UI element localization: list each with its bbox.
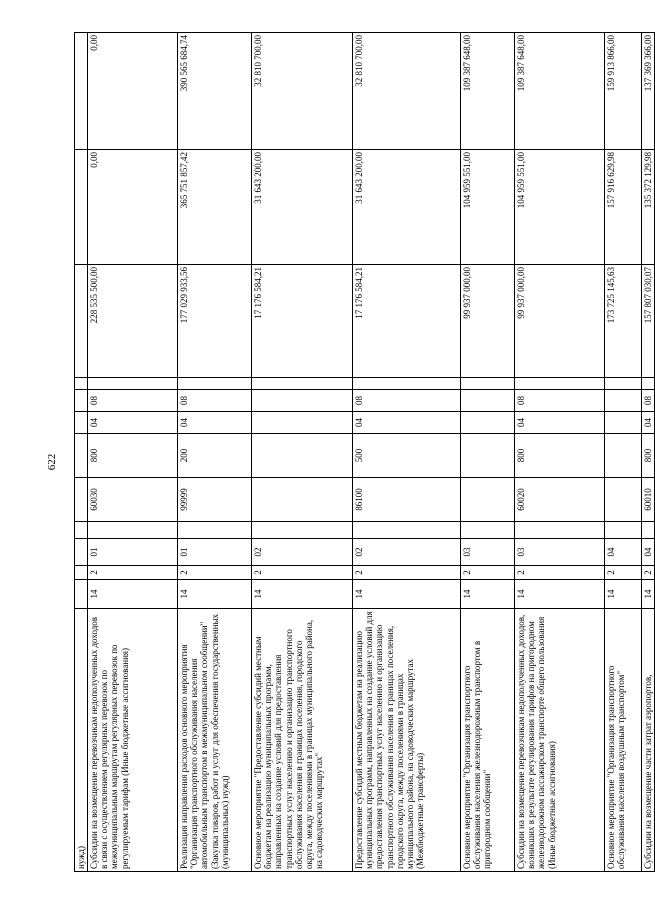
row-description: нужд) [75, 609, 88, 872]
code-pr: 04 [605, 539, 642, 566]
amount-year-2: 135 372 129,98 [642, 150, 655, 265]
code-extra [642, 378, 655, 390]
amount-year-1: 228 535 500,00 [88, 265, 178, 378]
code-section: 04 [515, 412, 605, 434]
code-csr-program [75, 522, 88, 539]
code-subsection: 08 [642, 390, 655, 412]
code-subsection [605, 390, 642, 412]
code-csr-direction: 60010 [642, 478, 655, 522]
budget-table-frame [74, 33, 654, 872]
code-pr [75, 539, 88, 566]
amount-year-3: 159 913 866,00 [605, 33, 642, 150]
code-csr-program [353, 522, 461, 539]
code-subsection [461, 390, 515, 412]
code-section [461, 412, 515, 434]
code-subsection [252, 390, 353, 412]
amount-year-3 [75, 33, 88, 150]
code-rz: 2 [252, 566, 353, 580]
code-rz: 2 [605, 566, 642, 580]
code-section: 04 [178, 412, 252, 434]
code-ved: 14 [178, 580, 252, 609]
code-extra [75, 378, 88, 390]
code-ved: 14 [642, 580, 655, 609]
table-row [605, 33, 642, 872]
row-description: Реализация направления расходов основного мероприятия "Организация транспортного обслуживания населения автомобильным транспортом в межмуниципальном сообщении" (Закупка товаров, работ и услуг для обеспечения государственных (муниципальных) нужд) [178, 609, 252, 872]
code-vr: 500 [353, 434, 461, 478]
row-description: Предоставление субсидий местным бюджетам на реализацию муниципальных программ, направленных на создание условий для предоставления транспортных услуг населению и организацию транспортного обслуживания населения в границах поселения, городского округа, между поселениями в границах муниципального района, на садоводческих маршрутах (Межбюджетные трансферты) [353, 609, 461, 872]
code-vr [252, 434, 353, 478]
amount-year-2: 104 959 551,00 [461, 150, 515, 265]
code-csr-direction [75, 478, 88, 522]
code-ved: 14 [515, 580, 605, 609]
row-description: Субсидии на возмещение перевозчикам недополученных доходов, возникших в результате регулирования тарифов на пригородном железнодорожном пассажирском транспорте общего пользования (Иные бюджетные ассигнования) [515, 609, 605, 872]
code-csr-direction: 60030 [88, 478, 178, 522]
code-ved [75, 580, 88, 609]
amount-year-1: 173 725 145,63 [605, 265, 642, 378]
code-section [75, 412, 88, 434]
code-csr-program [88, 522, 178, 539]
code-section: 04 [88, 412, 178, 434]
table-row [252, 33, 353, 872]
amount-year-3: 0,00 [88, 33, 178, 150]
code-subsection: 08 [515, 390, 605, 412]
code-pr: 03 [461, 539, 515, 566]
code-csr-direction [605, 478, 642, 522]
code-vr [461, 434, 515, 478]
budget-table-body [75, 33, 655, 872]
code-csr-program [642, 522, 655, 539]
amount-year-2: 0,00 [88, 150, 178, 265]
code-ved: 14 [353, 580, 461, 609]
amount-year-2: 31 643 200,00 [252, 150, 353, 265]
amount-year-2 [75, 150, 88, 265]
code-csr-direction [461, 478, 515, 522]
code-section [605, 412, 642, 434]
code-ved: 14 [252, 580, 353, 609]
amount-year-3: 109 387 648,00 [515, 33, 605, 150]
code-extra [353, 378, 461, 390]
code-ved: 14 [461, 580, 515, 609]
code-section: 04 [353, 412, 461, 434]
row-description: Основное мероприятие "Предоставление субсидий местным бюджетам на реализацию муниципальных программ, направленных на создание условий для предоставления транспортных услуг населению и организацию транспортного обслуживания населения в границах поселения, городского округа, между поселениями в границах муниципального района, на садоводческих маршрутах" [252, 609, 353, 872]
code-rz [75, 566, 88, 580]
table-row [88, 33, 178, 872]
amount-year-2: 365 751 857,42 [178, 150, 252, 265]
budget-table [74, 32, 655, 872]
amount-year-3: 32 810 700,00 [353, 33, 461, 150]
table-row [515, 33, 605, 872]
code-rz: 2 [88, 566, 178, 580]
amount-year-2: 31 643 200,00 [353, 150, 461, 265]
amount-year-1: 17 176 584,21 [252, 265, 353, 378]
code-vr [605, 434, 642, 478]
code-subsection: 08 [178, 390, 252, 412]
page-number: 622 [46, 453, 58, 471]
amount-year-2: 157 916 629,98 [605, 150, 642, 265]
code-rz: 2 [515, 566, 605, 580]
code-extra [515, 378, 605, 390]
code-csr-direction: 86100 [353, 478, 461, 522]
code-vr: 800 [515, 434, 605, 478]
code-pr: 01 [88, 539, 178, 566]
code-extra [461, 378, 515, 390]
code-extra [252, 378, 353, 390]
amount-year-1: 99 937 000,00 [461, 265, 515, 378]
table-row [353, 33, 461, 872]
table-row [642, 33, 655, 872]
code-section: 04 [642, 412, 655, 434]
code-csr-direction: 99999 [178, 478, 252, 522]
row-description: Субсидии на возмещение части затрат аэропортов, [642, 609, 655, 872]
code-pr: 01 [178, 539, 252, 566]
code-rz: 2 [353, 566, 461, 580]
code-extra [178, 378, 252, 390]
code-pr: 03 [515, 539, 605, 566]
code-rz: 2 [178, 566, 252, 580]
row-description: Субсидии на возмещение перевозчикам недополученных доходов в связи с осуществлением регулярных перевозок по межмуниципальным маршрутам регулярных перевозок по регулируемым тарифам (Иные бюджетные ассигнования) [88, 609, 178, 872]
code-ved: 14 [605, 580, 642, 609]
code-csr-program [515, 522, 605, 539]
code-csr-direction [252, 478, 353, 522]
code-vr: 200 [178, 434, 252, 478]
code-pr: 02 [252, 539, 353, 566]
code-csr-program [605, 522, 642, 539]
rotated-table-container [74, 33, 654, 872]
amount-year-3: 109 387 648,00 [461, 33, 515, 150]
amount-year-1: 17 176 584,21 [353, 265, 461, 378]
code-subsection: 08 [353, 390, 461, 412]
code-rz: 2 [642, 566, 655, 580]
amount-year-1: 177 029 933,56 [178, 265, 252, 378]
amount-year-1: 157 807 030,07 [642, 265, 655, 378]
code-csr-program [178, 522, 252, 539]
table-row [461, 33, 515, 872]
code-csr-program [252, 522, 353, 539]
row-description: Основное мероприятие "Организация транспортного обслуживания населения воздушным транспортом" [605, 609, 642, 872]
code-subsection: 08 [88, 390, 178, 412]
code-csr-direction: 60020 [515, 478, 605, 522]
amount-year-3: 137 369 366,00 [642, 33, 655, 150]
amount-year-1 [75, 265, 88, 378]
code-rz: 2 [461, 566, 515, 580]
code-extra [605, 378, 642, 390]
row-description: Основное мероприятие "Организация транспортного обслуживания населения железнодорожным транспортом в пригородном сообщении" [461, 609, 515, 872]
amount-year-3: 32 810 700,00 [252, 33, 353, 150]
code-vr [75, 434, 88, 478]
table-row [178, 33, 252, 872]
amount-year-3: 390 565 684,74 [178, 33, 252, 150]
code-subsection [75, 390, 88, 412]
code-section [252, 412, 353, 434]
amount-year-2: 104 959 551,00 [515, 150, 605, 265]
code-ved: 14 [88, 580, 178, 609]
table-row [75, 33, 88, 872]
code-vr: 800 [642, 434, 655, 478]
amount-year-1: 99 937 000,00 [515, 265, 605, 378]
code-csr-program [461, 522, 515, 539]
code-pr: 04 [642, 539, 655, 566]
code-extra [88, 378, 178, 390]
code-vr: 800 [88, 434, 178, 478]
code-pr: 02 [353, 539, 461, 566]
